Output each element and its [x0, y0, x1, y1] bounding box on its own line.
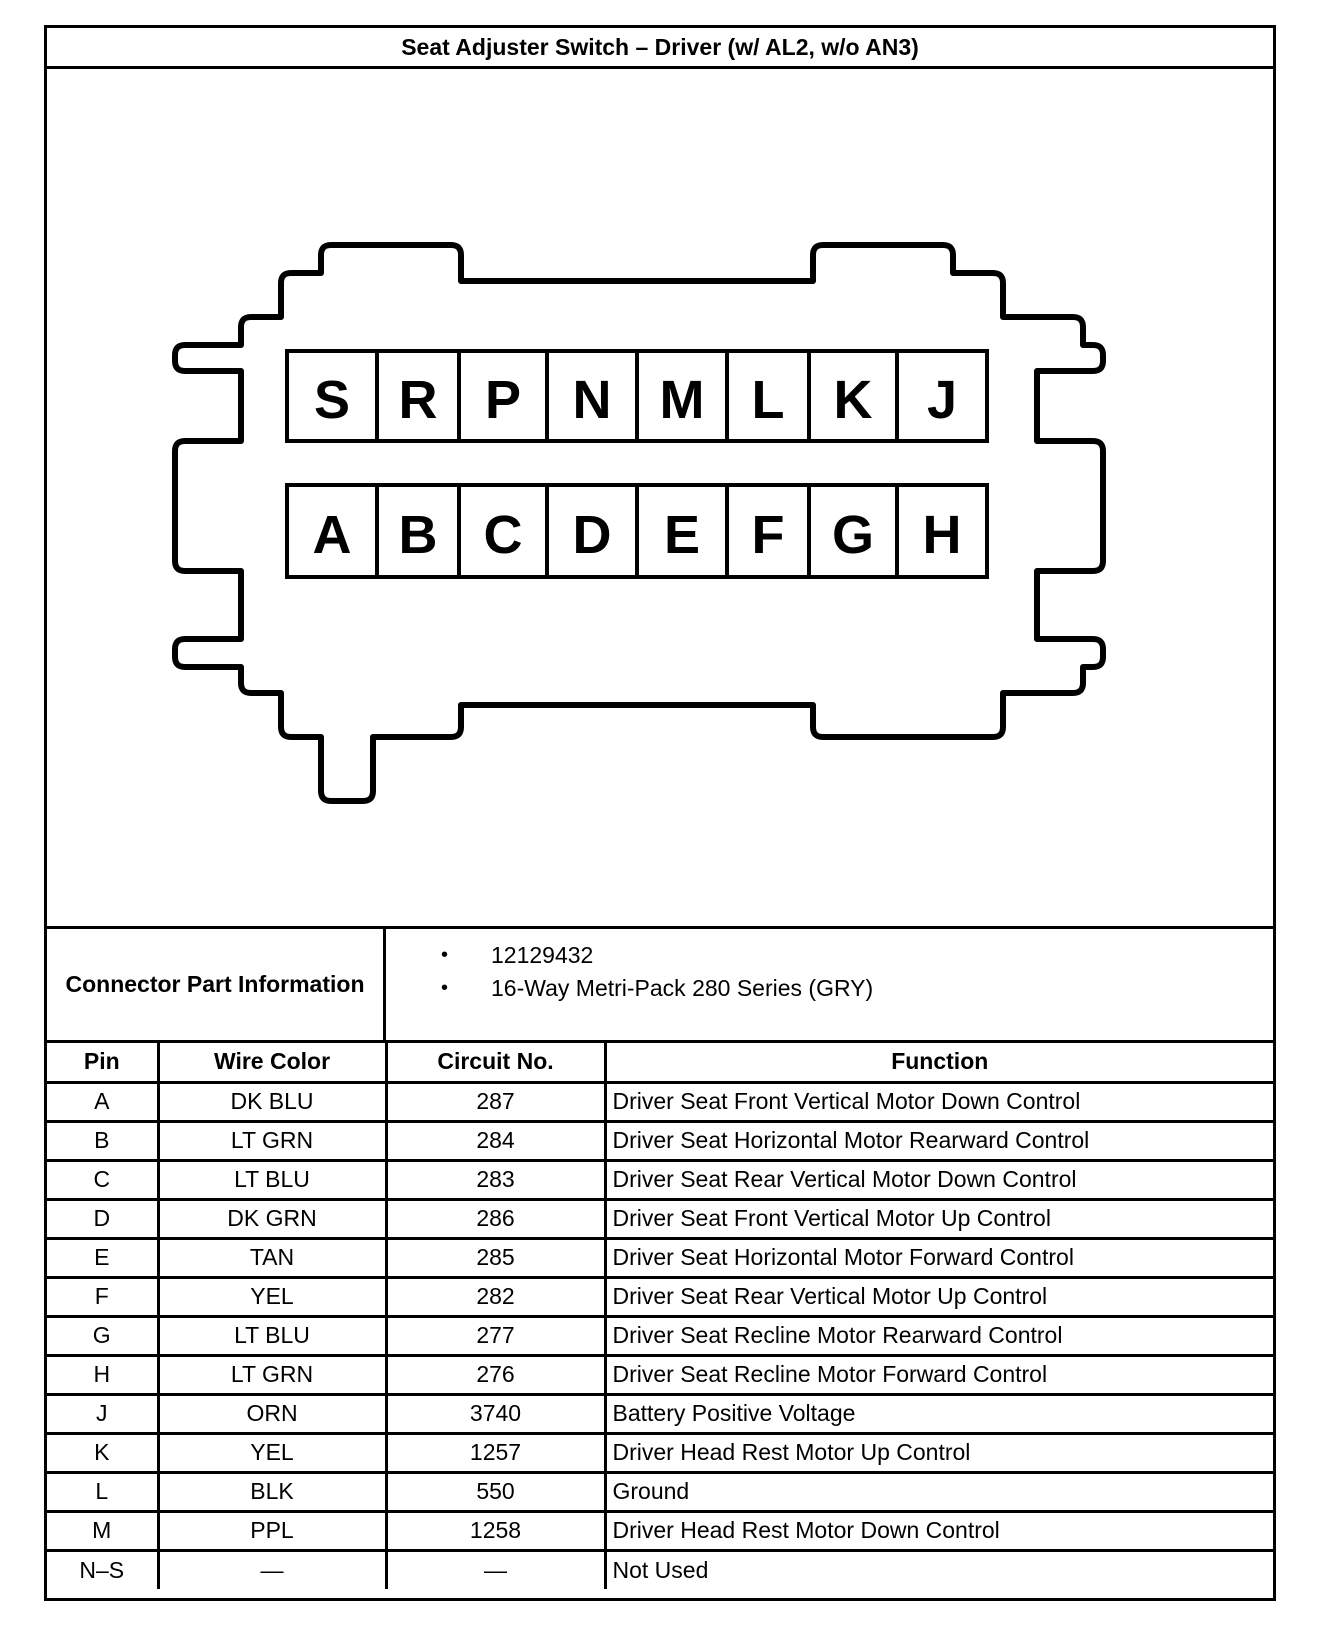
cell-function: Driver Seat Recline Motor Forward Control: [605, 1355, 1273, 1394]
pin-label-g: G: [831, 505, 875, 565]
cell-function: Driver Seat Horizontal Motor Rearward Control: [605, 1121, 1273, 1160]
cell-pin: G: [47, 1316, 158, 1355]
header-wire-color: Wire Color: [158, 1043, 386, 1082]
cell-pin: L: [47, 1472, 158, 1511]
cell-pin: J: [47, 1394, 158, 1433]
cell-circuit-no: 276: [386, 1355, 605, 1394]
table-row: [47, 1472, 1273, 1511]
cell-wire-color: YEL: [158, 1277, 386, 1316]
cell-pin: C: [47, 1160, 158, 1199]
header-pin: Pin: [47, 1043, 158, 1082]
cell-pin: A: [47, 1082, 158, 1121]
table-header-row: [47, 1043, 1273, 1082]
pin-label-j: J: [926, 370, 958, 430]
cell-function: Ground: [605, 1472, 1273, 1511]
pin-label-a: A: [312, 505, 352, 565]
cell-pin: H: [47, 1355, 158, 1394]
cell-circuit-no: 1258: [386, 1511, 605, 1550]
cell-wire-color: PPL: [158, 1511, 386, 1550]
connector-face-svg: [47, 69, 1273, 926]
pin-label-n: N: [572, 370, 612, 430]
cell-wire-color: LT BLU: [158, 1160, 386, 1199]
pin-label-r: R: [398, 370, 438, 430]
cell-circuit-no: 3740: [386, 1394, 605, 1433]
cell-pin: D: [47, 1199, 158, 1238]
part-info-list: [386, 929, 1273, 1050]
pin-label-l: L: [751, 370, 785, 430]
bullet-icon: •: [441, 977, 449, 999]
pin-label-f: F: [751, 505, 785, 565]
table-row: [47, 1394, 1273, 1433]
cell-function: Driver Seat Rear Vertical Motor Down Control: [605, 1160, 1273, 1199]
table-row: [47, 1160, 1273, 1199]
table-row: [47, 1082, 1273, 1121]
table-row: [47, 1316, 1273, 1355]
cell-circuit-no: 287: [386, 1082, 605, 1121]
header-function: Function: [605, 1043, 1273, 1082]
cell-function: Driver Seat Recline Motor Rearward Control: [605, 1316, 1273, 1355]
cell-wire-color: DK GRN: [158, 1199, 386, 1238]
cell-function: Driver Head Rest Motor Up Control: [605, 1433, 1273, 1472]
cell-circuit-no: 283: [386, 1160, 605, 1199]
cell-circuit-no: 284: [386, 1121, 605, 1160]
cell-function: Driver Seat Front Vertical Motor Up Control: [605, 1199, 1273, 1238]
cell-pin: B: [47, 1121, 158, 1160]
cell-function: Driver Seat Front Vertical Motor Down Control: [605, 1082, 1273, 1121]
table-row: [47, 1550, 1273, 1589]
cell-circuit-no: —: [386, 1550, 605, 1589]
connector-part-information: [47, 929, 1273, 1043]
part-info-item: [386, 972, 1273, 1005]
cell-circuit-no: 550: [386, 1472, 605, 1511]
cell-wire-color: LT GRN: [158, 1355, 386, 1394]
pin-label-s: S: [313, 370, 351, 430]
pin-label-k: K: [833, 370, 873, 430]
cell-circuit-no: 1257: [386, 1433, 605, 1472]
bullet-icon: •: [441, 944, 449, 966]
table-row: [47, 1238, 1273, 1277]
cell-wire-color: LT BLU: [158, 1316, 386, 1355]
pin-label-h: H: [922, 505, 962, 565]
part-number: 12129432: [491, 942, 594, 968]
table-row: [47, 1433, 1273, 1472]
cell-wire-color: —: [158, 1550, 386, 1589]
cell-circuit-no: 286: [386, 1199, 605, 1238]
cell-circuit-no: 282: [386, 1277, 605, 1316]
cell-wire-color: YEL: [158, 1433, 386, 1472]
pin-table: [47, 1043, 1273, 1589]
cell-wire-color: ORN: [158, 1394, 386, 1433]
pin-label-c: C: [483, 505, 523, 565]
cell-pin: M: [47, 1511, 158, 1550]
cell-wire-color: DK BLU: [158, 1082, 386, 1121]
cell-circuit-no: 285: [386, 1238, 605, 1277]
pin-label-m: M: [659, 370, 705, 430]
pin-label-e: E: [663, 505, 701, 565]
cell-function: Not Used: [612, 1556, 709, 1583]
pin-label-d: D: [572, 505, 612, 565]
connector-diagram: [47, 69, 1273, 929]
cell-circuit-no: 277: [386, 1316, 605, 1355]
pin-label-b: B: [398, 505, 438, 565]
header-circuit-no: Circuit No.: [386, 1043, 605, 1082]
part-info-item: [386, 939, 1273, 972]
cell-function: Driver Seat Rear Vertical Motor Up Control: [605, 1277, 1273, 1316]
sheet-title: Seat Adjuster Switch – Driver (w/ AL2, w/o AN3): [47, 28, 1273, 69]
pin-row-top: [287, 351, 987, 441]
table-row: [47, 1511, 1273, 1550]
cell-function: Battery Positive Voltage: [605, 1394, 1273, 1433]
table-row: [47, 1199, 1273, 1238]
cell-pin: E: [47, 1238, 158, 1277]
cell-function: Driver Head Rest Motor Down Control: [605, 1511, 1273, 1550]
cell-function: Driver Seat Horizontal Motor Forward Control: [605, 1238, 1273, 1277]
pin-row-bottom: [287, 485, 987, 577]
cell-pin: F: [47, 1277, 158, 1316]
cell-pin: N–S: [47, 1550, 158, 1589]
connector-series: 16-Way Metri-Pack 280 Series (GRY): [491, 975, 874, 1001]
connector-sheet: [44, 25, 1276, 1601]
cell-wire-color: BLK: [158, 1472, 386, 1511]
part-info-label: Connector Part Information: [47, 929, 386, 1040]
cell-wire-color: LT GRN: [158, 1121, 386, 1160]
pin-label-p: P: [484, 370, 522, 430]
table-row: [47, 1277, 1273, 1316]
table-row: [47, 1121, 1273, 1160]
cell-wire-color: TAN: [158, 1238, 386, 1277]
cell-pin: K: [47, 1433, 158, 1472]
table-row: [47, 1355, 1273, 1394]
